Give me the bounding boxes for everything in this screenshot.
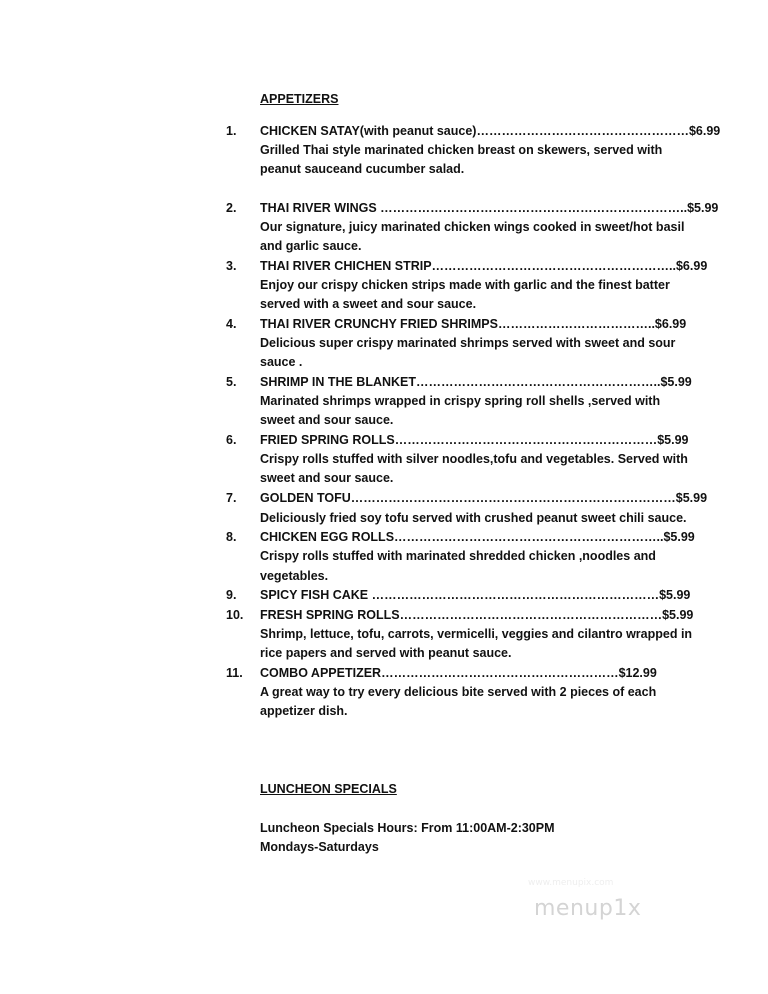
item-description: A great way to try every delicious bite served with 2 pieces of each xyxy=(260,685,657,699)
item-number: 2. xyxy=(226,201,237,215)
item-number: 3. xyxy=(226,259,237,273)
appetizers-heading: APPETIZERS xyxy=(260,92,339,106)
item-title-price: GOLDEN TOFU……………………………………………………………………$5.99 xyxy=(260,491,708,505)
item-title-price: SHRIMP IN THE BLANKET…………………………………………………..$5.99 xyxy=(260,375,692,389)
item-description: Crispy rolls stuffed with silver noodles,tofu and vegetables. Served with xyxy=(260,452,688,466)
item-title-price: FRIED SPRING ROLLS………………………………………………………$5.99 xyxy=(260,433,689,447)
item-title-price: CHICKEN SATAY(with peanut sauce)……………………………………………$6.99 xyxy=(260,124,721,138)
item-description: Enjoy our crispy chicken strips made with garlic and the finest batter xyxy=(260,278,670,292)
item-description: Deliciously fried soy tofu served with crushed peanut sweet chili sauce. xyxy=(260,511,687,525)
item-description: and garlic sauce. xyxy=(260,239,362,253)
item-title-price: THAI RIVER CHICHEN STRIP…………………………………………………..$6.99 xyxy=(260,259,708,273)
item-title-price: FRESH SPRING ROLLS………………………………………………………$5.99 xyxy=(260,608,694,622)
item-number: 10. xyxy=(226,608,244,622)
item-number: 8. xyxy=(226,530,237,544)
luncheon-heading: LUNCHEON SPECIALS xyxy=(260,782,397,796)
item-description: served with a sweet and sour sauce. xyxy=(260,297,477,311)
item-description: Grilled Thai style marinated chicken breast on skewers, served with xyxy=(260,143,663,157)
luncheon-days: Mondays-Saturdays xyxy=(260,840,379,854)
luncheon-hours: Luncheon Specials Hours: From 11:00AM-2:30PM xyxy=(260,821,555,835)
item-description: Shrimp, lettuce, tofu, carrots, vermicelli, veggies and cilantro wrapped in xyxy=(260,627,693,641)
item-number: 9. xyxy=(226,588,237,602)
item-number: 1. xyxy=(226,124,237,138)
item-title-price: THAI RIVER WINGS ………………………………………………………………..$5.99 xyxy=(260,201,719,215)
item-description: peanut sauceand cucumber salad. xyxy=(260,162,465,176)
item-description: vegetables. xyxy=(260,569,329,583)
watermark-tagline: www.menupix.com xyxy=(528,878,614,888)
item-title-price: SPICY FISH CAKE ……………………………………………………………$5.99 xyxy=(260,588,691,602)
item-description: rice papers and served with peanut sauce. xyxy=(260,646,512,660)
item-number: 7. xyxy=(226,491,237,505)
item-title-price: COMBO APPETIZER…………………………………………………$12.99 xyxy=(260,666,657,680)
item-number: 5. xyxy=(226,375,237,389)
item-description: Our signature, juicy marinated chicken wings cooked in sweet/hot basil xyxy=(260,220,685,234)
item-number: 6. xyxy=(226,433,237,447)
item-number: 11. xyxy=(226,666,243,680)
menupix-watermark-logo: menup1x xyxy=(534,896,642,921)
item-title-price: CHICKEN EGG ROLLS………………………………………………………..$5.99 xyxy=(260,530,695,544)
item-title-price: THAI RIVER CRUNCHY FRIED SHRIMPS………………………………..$6.99 xyxy=(260,317,687,331)
item-number: 4. xyxy=(226,317,237,331)
item-description: sauce . xyxy=(260,355,303,369)
item-description: Crispy rolls stuffed with marinated shredded chicken ,noodles and xyxy=(260,549,656,563)
item-description: sweet and sour sauce. xyxy=(260,413,394,427)
item-description: sweet and sour sauce. xyxy=(260,471,394,485)
item-description: appetizer dish. xyxy=(260,704,348,718)
item-description: Delicious super crispy marinated shrimps served with sweet and sour xyxy=(260,336,676,350)
item-description: Marinated shrimps wrapped in crispy spring roll shells ,served with xyxy=(260,394,661,408)
